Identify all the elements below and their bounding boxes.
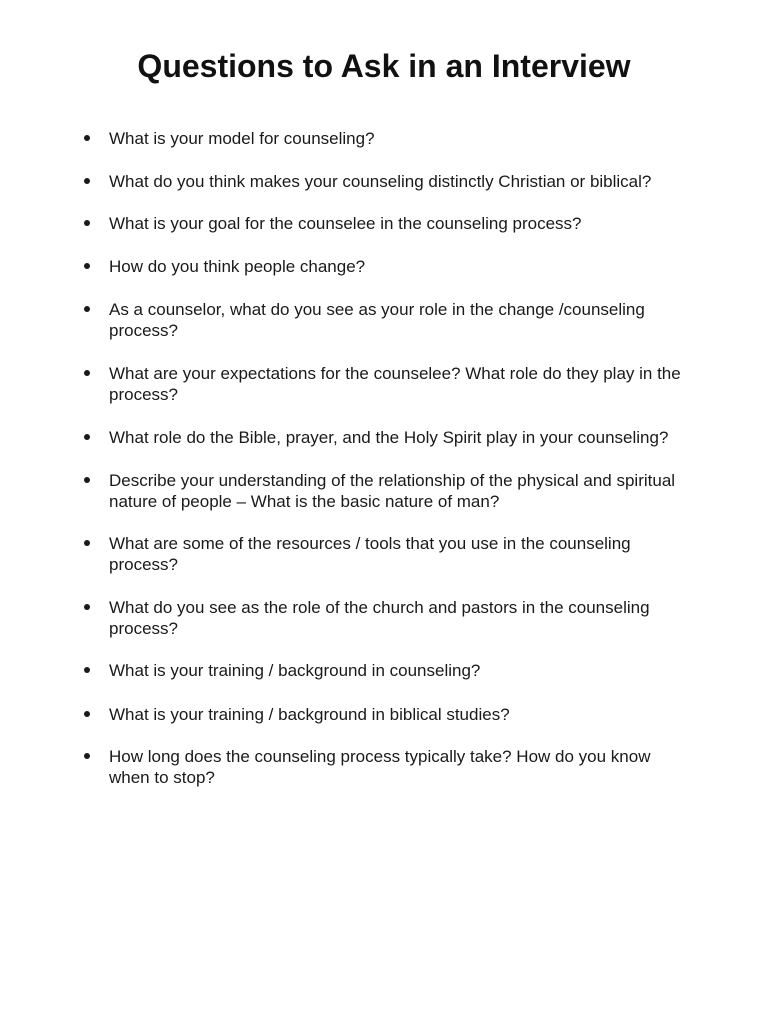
bullet-icon [84,711,90,717]
question-text: As a counselor, what do you see as your role in the change /counseling process? [109,300,645,340]
question-text: What do you see as the role of the church and pastors in the counseling process? [109,598,650,638]
question-text: How do you think people change? [109,257,366,276]
question-text: What is your model for counseling? [109,129,375,148]
question-text: What are your expectations for the counselee? What role do they play in the process? [109,364,681,404]
page-title: Questions to Ask in an Interview [137,48,631,84]
question-text: Describe your understanding of the relationship of the physical and spiritual nature of people – What is the basic nature of man? [109,471,676,511]
bullet-icon [84,604,90,610]
bullet-icon [84,434,90,440]
question-text: What are some of the resources / tools that you use in the counseling process? [109,534,631,574]
bullet-icon [84,753,90,759]
question-text: What is your training / background in counseling? [109,661,481,680]
bullet-icon [84,135,90,141]
bullet-icon [84,263,90,269]
question-text: What do you think makes your counseling distinctly Christian or biblical? [109,172,652,191]
question-text: How long does the counseling process typically take? How do you know when to stop? [109,747,651,787]
bullet-icon [84,370,90,376]
question-text: What role do the Bible, prayer, and the Holy Spirit play in your counseling? [109,428,669,447]
bullet-icon [84,540,90,546]
question-text: What is your training / background in biblical studies? [109,705,510,724]
bullet-icon [84,667,90,673]
bullet-icon [84,220,90,226]
bullet-icon [84,306,90,312]
question-text: What is your goal for the counselee in the counseling process? [109,214,582,233]
bullet-icon [84,178,90,184]
bullet-icon [84,477,90,483]
